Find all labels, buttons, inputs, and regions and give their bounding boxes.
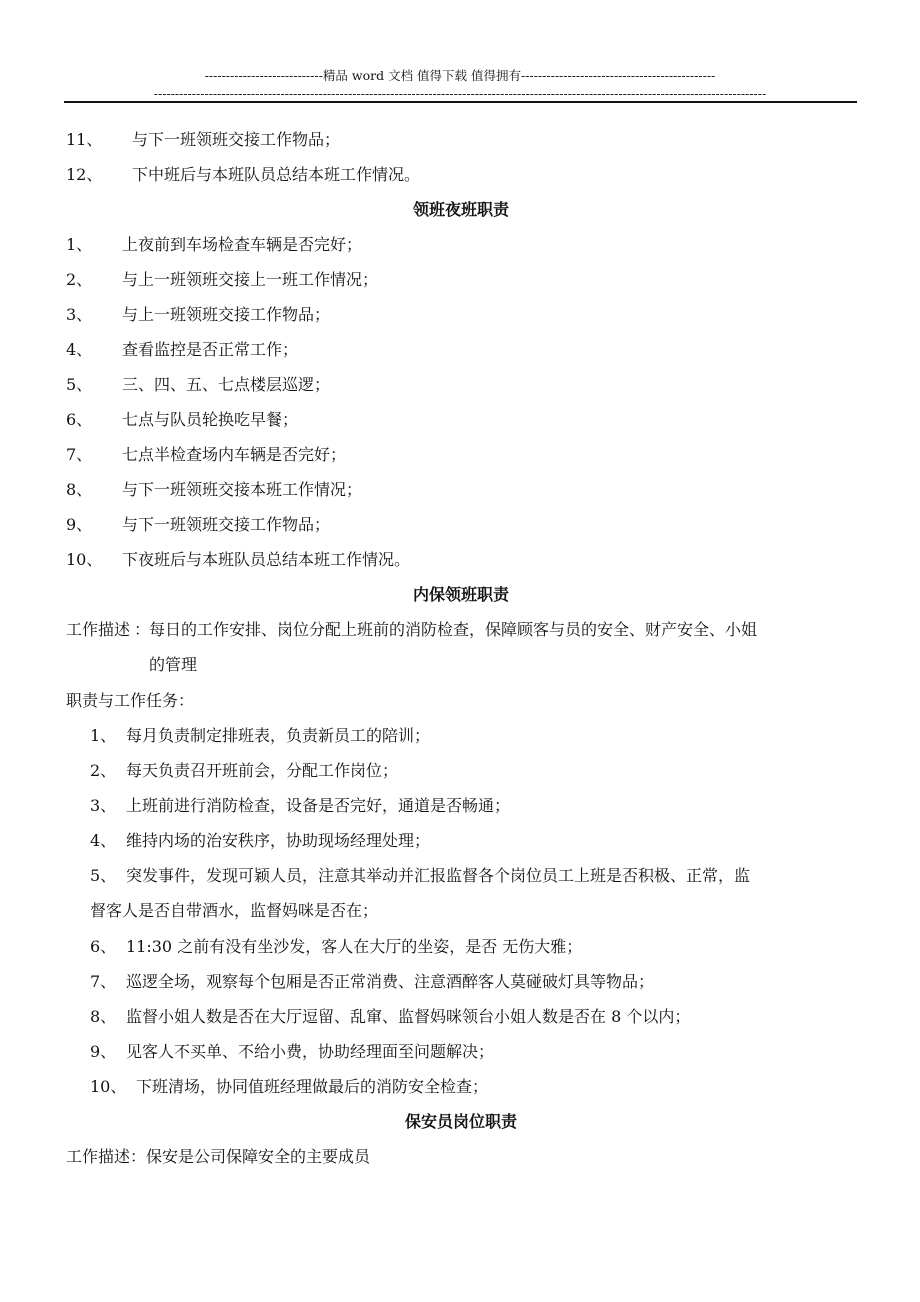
list-item bbox=[66, 297, 856, 332]
item-text: 见客人不买单、不给小费，协助经理面至问题解决； bbox=[126, 1042, 495, 1061]
guard-description: 工作描述：保安是公司保障安全的主要成员 bbox=[66, 1147, 371, 1166]
list-item bbox=[66, 858, 856, 929]
item-number: 3、 bbox=[90, 796, 117, 815]
item-number: 1、 bbox=[90, 726, 117, 745]
item-number: 8、 bbox=[90, 1007, 117, 1026]
list-item bbox=[66, 437, 856, 472]
list-item bbox=[66, 122, 856, 157]
item-number: 9、 bbox=[90, 1042, 117, 1061]
item-text: 与上一班领班交接上一班工作情况； bbox=[122, 270, 379, 289]
description-text-line1: 每日的工作安排、岗位分配上班前的消防检查，保障顾客与员的安全、财产安全、小姐 bbox=[149, 620, 758, 639]
item-number: 7、 bbox=[66, 445, 93, 464]
list-item bbox=[66, 262, 856, 297]
item-text: 与上一班领班交接工作物品； bbox=[122, 305, 331, 324]
item-text: 与下一班领班交接工作物品； bbox=[132, 130, 341, 149]
item-number: 1、 bbox=[66, 235, 93, 254]
list-item bbox=[66, 1034, 856, 1069]
list-item bbox=[66, 402, 856, 437]
work-description bbox=[66, 612, 856, 683]
item-text-continued: 督客人是否自带酒水，监督妈咪是否在； bbox=[90, 901, 379, 920]
item-text: 查看监控是否正常工作； bbox=[122, 340, 299, 359]
item-text: 与下一班领班交接本班工作情况； bbox=[122, 480, 363, 499]
list-item bbox=[66, 788, 856, 823]
item-text: 上班前进行消防检查，设备是否完好，通道是否畅通； bbox=[126, 796, 511, 815]
list-item bbox=[66, 367, 856, 402]
list-item bbox=[66, 332, 856, 367]
item-number: 3、 bbox=[66, 305, 93, 324]
section-heading-night: 领班夜班职责 bbox=[412, 200, 509, 219]
item-number: 4、 bbox=[90, 831, 117, 850]
item-number: 10、 bbox=[66, 550, 103, 569]
item-text: 上夜前到车场检查车辆是否完好； bbox=[122, 235, 363, 254]
item-text: 每天负责召开班前会，分配工作岗位； bbox=[126, 761, 399, 780]
list-item bbox=[66, 1069, 856, 1104]
item-number: 12、 bbox=[66, 165, 103, 184]
item-number: 6、 bbox=[90, 937, 117, 956]
list-item bbox=[66, 999, 856, 1034]
list-item bbox=[66, 507, 856, 542]
list-item bbox=[66, 718, 856, 753]
list-item bbox=[66, 542, 856, 577]
section-heading-inner: 内保领班职责 bbox=[412, 585, 509, 604]
item-number: 4、 bbox=[66, 340, 93, 359]
item-number: 2、 bbox=[90, 761, 117, 780]
item-number: 11、 bbox=[66, 130, 103, 149]
header-banner: ----------------------------精品 word 文档 值得下载 值得拥有---------------------------------------------- bbox=[204, 68, 716, 83]
item-text: 11:30 之前有没有坐沙发，客人在大厅的坐姿，是否 无伤大雅； bbox=[126, 937, 583, 956]
list-item bbox=[66, 227, 856, 262]
item-text: 维持内场的治安秩序，协助现场经理处理； bbox=[126, 831, 431, 850]
header-dashes: ------------------------------------------------------------------------------------------------------------------------------------------------- bbox=[153, 86, 767, 101]
section-heading-guard: 保安员岗位职责 bbox=[404, 1112, 517, 1131]
description-text-line2: 的管理 bbox=[149, 655, 198, 674]
list-item bbox=[66, 823, 856, 858]
item-number: 7、 bbox=[90, 972, 117, 991]
tasks-label: 职责与工作任务： bbox=[66, 691, 195, 710]
item-text: 与下一班领班交接工作物品； bbox=[122, 515, 331, 534]
description-label: 工作描述 bbox=[66, 620, 131, 639]
list-item bbox=[66, 753, 856, 788]
header-rule bbox=[64, 101, 857, 103]
item-text: 下夜班后与本班队员总结本班工作情况。 bbox=[122, 550, 411, 569]
description-colon: ： bbox=[134, 620, 151, 639]
item-text: 监督小姐人数是否在大厅逗留、乱窜、监督妈咪领台小姐人数是否在 8 个以内； bbox=[126, 1007, 691, 1026]
item-line bbox=[90, 858, 750, 893]
item-text: 三、四、五、七点楼层巡逻； bbox=[122, 375, 331, 394]
item-text: 每月负责制定排班表，负责新员工的陪训； bbox=[126, 726, 431, 745]
item-number: 8、 bbox=[66, 480, 93, 499]
item-number: 10、 bbox=[90, 1077, 127, 1096]
item-text: 下班清场，协同值班经理做最后的消防安全检查； bbox=[136, 1077, 489, 1096]
list-item bbox=[66, 964, 856, 999]
item-text: 七点半检查场内车辆是否完好； bbox=[122, 445, 347, 464]
item-number: 5、 bbox=[66, 375, 93, 394]
item-text: 突发事件，发现可颖人员，注意其举动并汇报监督各个岗位员工上班是否积极、正常，监 bbox=[126, 866, 751, 885]
document-body bbox=[66, 122, 856, 1174]
list-item bbox=[66, 929, 856, 964]
item-number: 2、 bbox=[66, 270, 93, 289]
item-text: 下中班后与本班队员总结本班工作情况。 bbox=[132, 165, 421, 184]
item-number: 9、 bbox=[66, 515, 93, 534]
item-text: 巡逻全场，观察每个包厢是否正常消费、注意酒醉客人莫碰破灯具等物品； bbox=[126, 972, 655, 991]
list-item bbox=[66, 472, 856, 507]
item-number: 6、 bbox=[66, 410, 93, 429]
item-number: 5、 bbox=[90, 866, 117, 885]
list-item bbox=[66, 157, 856, 192]
item-text: 七点与队员轮换吃早餐； bbox=[122, 410, 299, 429]
